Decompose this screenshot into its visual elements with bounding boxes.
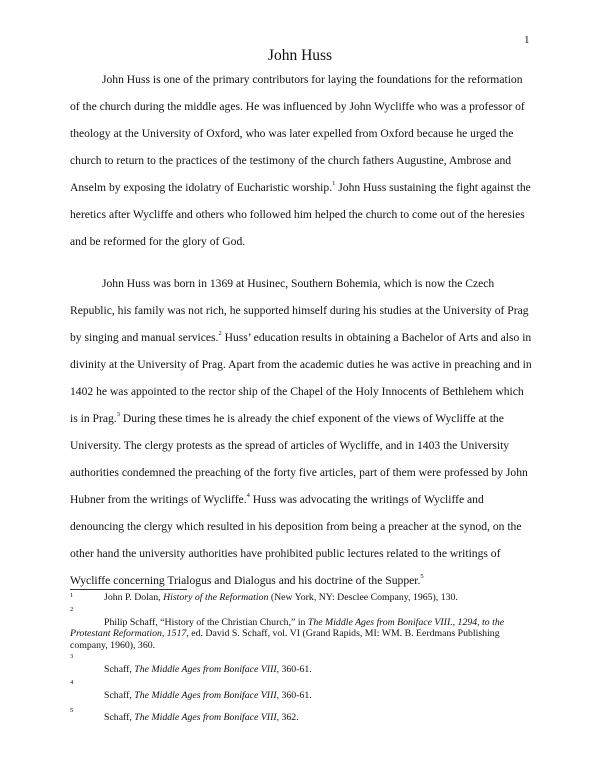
text-run: Huss was advocating the writings of Wycliffe and denouncing the clergy which resulted in his deposition from being a preacher at the synod, on the other hand the university authorities have prohibited public lectures related to the writings of Wycliffe concerning Trialogus and Dialogus and his doctrine of the Supper. [70,493,522,587]
footnote-text [70,592,532,604]
body-text [70,66,532,594]
text-run: Huss’ education results in obtaining a Bachelor of Arts and also in divinity at the University of Prag. Apart from the academic duties he was active in preaching and in 1402 he was appointed to the rector ship of the Chapel of the Holy Innocents of Bethlehem which is in Prag. [70,331,532,425]
italic-title: The Middle Ages from Boniface VIII [134,712,277,723]
text-run: John Huss sustaining the fight against the heretics after Wycliffe and others who followed him helped the church to come out of the heresies and be reformed for the glory of God. [70,181,531,248]
italic-title: The Middle Ages from Boniface VIII [134,689,277,701]
text-run: John P. Dolan, [104,592,164,603]
footnote-text [70,679,532,702]
footnote-number: 5 [70,707,74,714]
footnote-number: 3 [70,653,74,660]
text-run: During these times he is already the chief exponent of the views of Wycliffe at the University. The clergy protests as the spread of articles of Wycliffe, and in 1403 the University authorities condemned the preaching of the forty five articles, part of them were professed by John Hubner from the writings of Wycliffe. [70,412,528,506]
footnote [70,653,532,676]
italic-title: The Middle Ages from Boniface VIII., 1294, to the Protestant Reformation, 1517 [70,616,505,639]
paragraph [70,66,532,255]
text-run: (New York, NY: Desclee Company, 1965), 130. [268,592,458,603]
footnote-text [70,653,532,676]
footnote-number: 4 [70,678,74,686]
text-run: John Huss was born in 1369 at Husinec, Southern Bohemia, which is now the Czech Republic, his family was not rich, he supported himself during his studies at the University of Prag by singing and manual services. [70,277,529,344]
text-run: , ed. David S. Schaff, vol. VI (Grand Rapids, MI: WM. B. Eerdmans Publishing company, 1960), 360. [70,628,500,651]
footnote-reference: 5 [420,573,424,580]
footnote-reference: 2 [218,330,222,337]
italic-title: The Middle Ages from Boniface VIII [134,664,277,675]
footnote-number: 1 [70,592,74,599]
footnotes [70,592,532,724]
footnote [70,606,532,652]
footnote-text [70,606,532,652]
paragraph [70,270,532,594]
footnote-reference: 3 [116,411,120,418]
text-run: , 360-61. [276,689,312,701]
footnote-reference: 4 [246,492,250,499]
footnote [70,592,532,604]
text-run: , 360-61. [276,664,312,675]
text-run: Schaff, [104,712,135,723]
text-run: Schaff, [104,689,135,701]
footnote-text [70,704,532,724]
italic-title: History of the Reformation [163,592,269,603]
page-title: John Huss [267,47,333,64]
footnote-separator [70,589,187,590]
footnote [70,679,532,702]
footnote [70,704,532,724]
text-run: , 362. [276,712,299,723]
page-number: 1 [524,34,530,46]
text-run: Schaff, [104,664,135,675]
footnote-number: 2 [70,605,74,613]
text-run: Philip Schaff, “History of the Christian Church,” in [104,616,308,628]
footnote-reference: 1 [332,180,336,187]
text-run: John Huss is one of the primary contributors for laying the foundations for the reformation of the church during the middle ages. He was influenced by John Wycliffe who was a professor of theology at the University of Oxford, who was later expelled from Oxford because he urged the church to return to the practices of the testimony of the church fathers Augustine, Ambrose and Anselm by exposing the idolatry of Eucharistic worship. [70,73,525,194]
